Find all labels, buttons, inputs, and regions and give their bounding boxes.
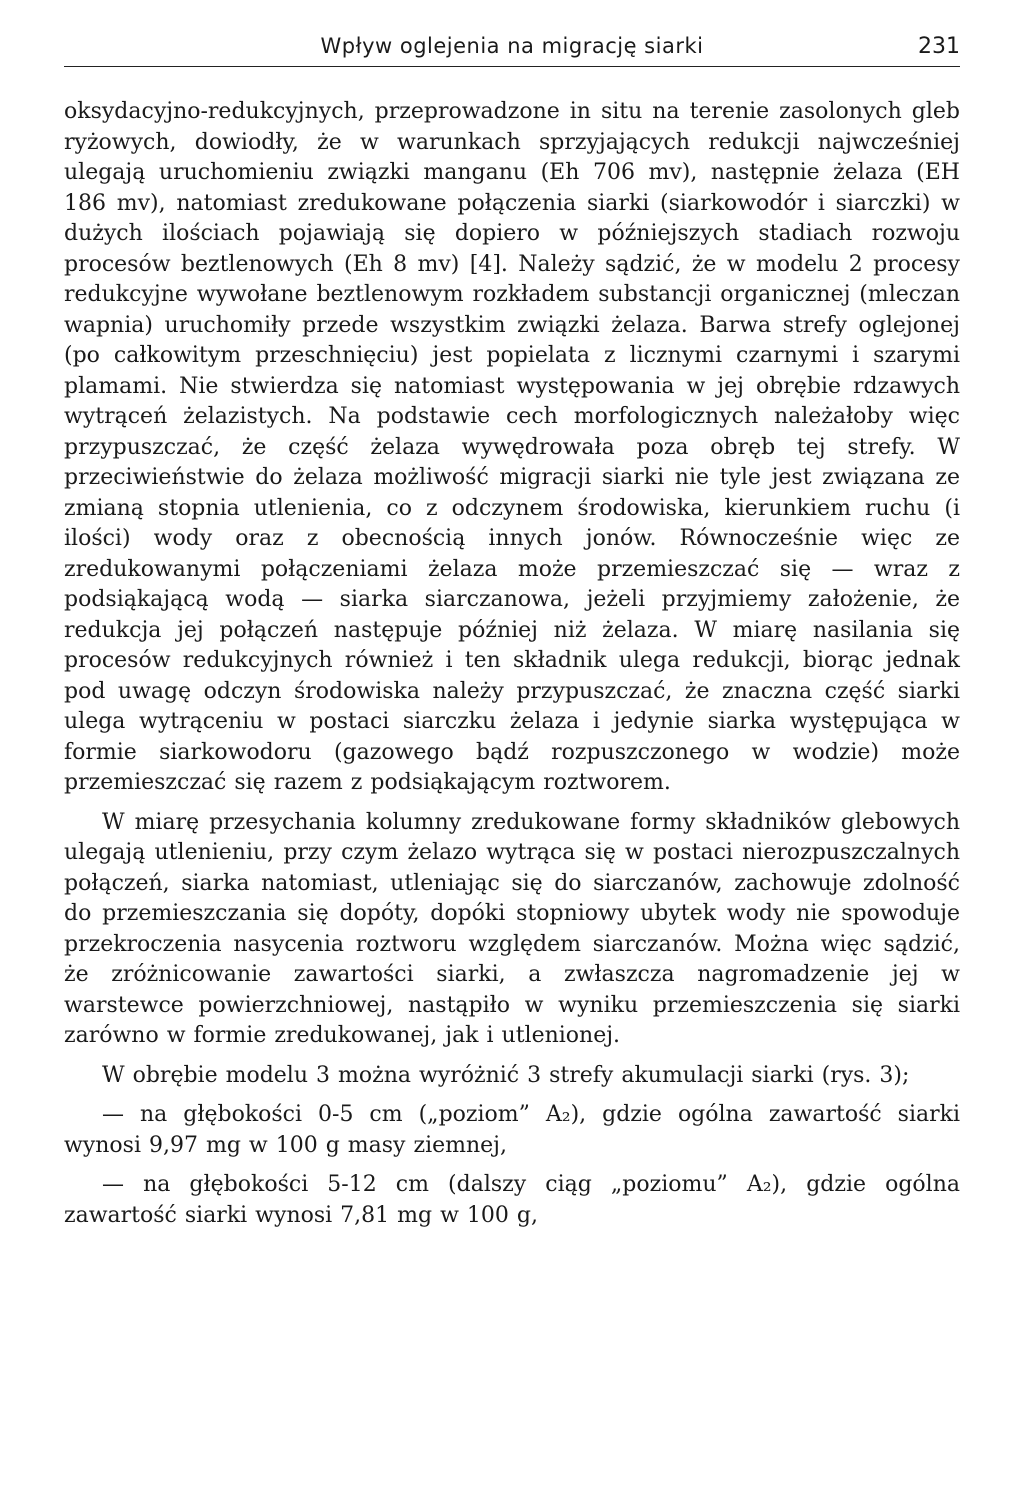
list-item-zone-2: — na głębokości 5-12 cm (dalszy ciąg „poziomu” A₂), gdzie ogólna zawartość siarki wynosi 7,81 mg w 100 g,: [64, 1172, 960, 1228]
page-number: 231: [918, 34, 960, 59]
paragraph-1: oksydacyjno-redukcyjnych, przeprowadzone in situ na terenie zasolonych gleb ryżowych, dowiodły, że w warunkach sprzyjających redukcji najwcześniej ulegają uruchomieniu związki manganu (Eh 706 mv), następnie żelaza (EH 186 mv), natomiast zredukowane połączenia siarki (siarkowodór i siarczki) w dużych ilościach pojawiają się dopiero w późniejszych stadiach rozwoju procesów beztlenowych (Eh 8 mv) [4]. Należy sądzić, że w modelu 2 procesy redukcyjne wywołane beztlenowym rozkładem substancji organicznej (mleczan wapnia) uruchomiły przede wszystkim związki żelaza. Barwa strefy oglejonej (po całkowitym przeschnięciu) jest popielata z licznymi czarnymi i szarymi plamami. Nie stwierdza się natomiast występowania w jej obrębie rdzawych wytrąceń żelazistych. Na podstawie cech morfologicznych należałoby więc przypuszczać, że część żelaza wywędrowała poza obręb tej strefy. W przeciwieństwie do żelaza możliwość migracji siarki nie tyle jest związana ze zmianą stopnia utlenienia, co z odczynem środowiska, kierunkiem ruchu (i ilości) wody oraz z obecnością innych jonów. Równocześnie więc ze zredukowanymi połączeniami żelaza może przemieszczać się — wraz z podsiąkającą wodą — siarka siarczanowa, jeżeli przyjmiemy założenie, że redukcja jej połączeń następuje później niż żelaza. W miarę nasilania się procesów redukcyjnych również i ten składnik ulega redukcji, biorąc jednak pod uwagę odczyn środowiska należy przypuszczać, że znaczna część siarki ulega wytrąceniu w postaci siarczku żelaza i jedynie siarka występująca w formie siarkowodoru (gazowego bądź rozpuszczonego w wodzie) może przemieszczać się razem z podsiąkającym roztworem.: [64, 99, 960, 795]
list-item-zone-1: — na głębokości 0-5 cm („poziom” A₂), gdzie ogólna zawartość siarki wynosi 9,97 mg w 100 g masy ziemnej,: [64, 1102, 960, 1158]
body-text: [64, 97, 960, 1231]
paragraph-2: W miarę przesychania kolumny zredukowane formy składników glebowych ulegają utlenieniu, przy czym żelazo wytrąca się w postaci nierozpuszczalnych połączeń, siarka natomiast, utleniając się do siarczanów, zachowuje zdolność do przemieszczania się dopóty, dopóki stopniowy ubytek wody nie spowoduje przekroczenia nasycenia roztworu względem siarczanów. Można więc sądzić, że zróżnicowanie zawartości siarki, a zwłaszcza nagromadzenie jej w warstewce powierzchniowej, nastąpiło w wyniku przemieszczenia się siarki zarówno w formie zredukowanej, jak i utlenionej.: [64, 809, 960, 1048]
running-title: Wpływ oglejenia na migrację siarki: [320, 34, 704, 58]
paragraph-3: W obrębie modelu 3 można wyróżnić 3 strefy akumulacji siarki (rys. 3);: [102, 1062, 910, 1088]
document-page: [64, 30, 960, 1231]
page-header: [64, 30, 960, 67]
